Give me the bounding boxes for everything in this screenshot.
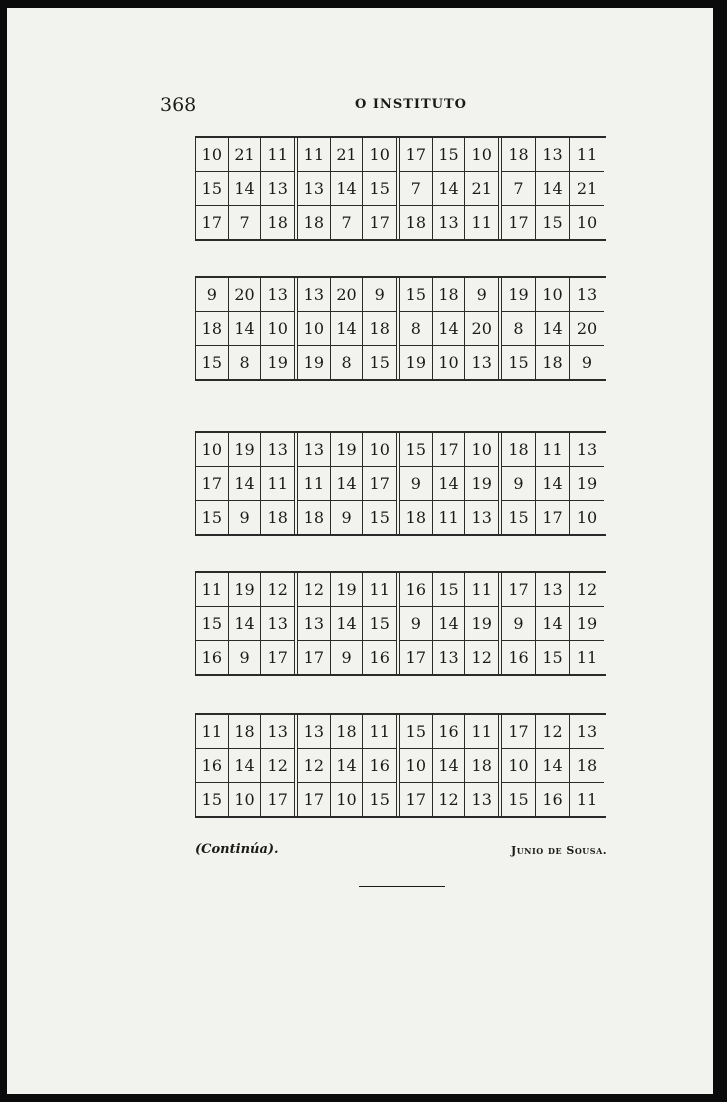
square-cell: 18	[400, 501, 433, 534]
square-cell: 14	[536, 467, 570, 500]
square-group	[298, 715, 400, 816]
square-group	[298, 573, 400, 674]
square-cell: 8	[502, 312, 536, 345]
square-cell: 14	[331, 312, 364, 345]
square-cell: 10	[298, 312, 331, 345]
square-cell: 18	[369, 319, 390, 338]
square-cell: 10	[471, 440, 492, 459]
square-cell: 15	[400, 715, 433, 748]
square-row	[400, 346, 498, 379]
square-cell: 13	[267, 285, 288, 304]
square-cell: 18	[267, 213, 288, 232]
square-block	[195, 136, 606, 241]
square-cell: 19	[400, 346, 433, 379]
square-row	[196, 467, 294, 501]
square-cell: 18	[502, 433, 536, 466]
square-row	[400, 278, 498, 312]
square-row	[400, 467, 498, 501]
square-cell: 17	[400, 641, 433, 674]
author-signature: Junio de Sousa.	[511, 844, 608, 857]
square-row	[502, 749, 604, 783]
square-cell: 18	[576, 756, 598, 775]
document-page	[7, 8, 713, 1094]
square-cell: 15	[502, 346, 536, 379]
square-cell: 13	[267, 440, 288, 459]
square-cell: 19	[267, 353, 288, 372]
square-row	[400, 172, 498, 206]
square-cell: 16	[400, 573, 433, 606]
square-cell: 11	[196, 573, 229, 606]
square-cell: 14	[229, 607, 262, 640]
square-cell: 11	[267, 145, 288, 164]
square-cell: 15	[502, 783, 536, 816]
square-row	[298, 278, 396, 312]
square-cell: 20	[576, 319, 598, 338]
square-cell: 19	[331, 573, 364, 606]
square-cell: 9	[229, 641, 262, 674]
square-cell: 9	[331, 501, 364, 534]
square-cell: 9	[400, 607, 433, 640]
square-cell: 15	[400, 433, 433, 466]
square-row	[298, 467, 396, 501]
square-cell: 10	[369, 440, 390, 459]
square-cell: 14	[433, 172, 466, 205]
square-group	[502, 278, 604, 379]
square-row	[196, 312, 294, 346]
square-row	[298, 573, 396, 607]
square-row	[298, 172, 396, 206]
square-cell: 15	[369, 179, 390, 198]
square-cell: 14	[433, 312, 466, 345]
square-row	[196, 206, 294, 239]
square-cell: 19	[576, 474, 598, 493]
square-cell: 9	[502, 607, 536, 640]
square-cell: 10	[196, 138, 229, 171]
square-cell: 19	[471, 474, 492, 493]
square-cell: 16	[433, 715, 466, 748]
square-cell: 11	[576, 648, 598, 667]
square-cell: 17	[196, 206, 229, 239]
square-cell: 10	[400, 749, 433, 782]
square-cell: 17	[502, 573, 536, 606]
square-group	[400, 138, 502, 239]
square-cell: 10	[471, 145, 492, 164]
square-cell: 19	[229, 573, 262, 606]
square-cell: 14	[433, 607, 466, 640]
square-cell: 7	[502, 172, 536, 205]
page-number: 368	[160, 94, 197, 116]
square-row	[400, 607, 498, 641]
square-cell: 20	[229, 278, 262, 311]
square-group	[502, 715, 604, 816]
square-cell: 12	[471, 648, 492, 667]
square-cell: 16	[502, 641, 536, 674]
square-row	[502, 573, 604, 607]
square-cell: 13	[433, 206, 466, 239]
square-cell: 9	[502, 467, 536, 500]
square-cell: 11	[471, 722, 492, 741]
square-cell: 18	[502, 138, 536, 171]
square-group	[196, 278, 298, 379]
square-row	[502, 715, 604, 749]
square-cell: 17	[502, 206, 536, 239]
square-row	[502, 433, 604, 467]
square-cell: 10	[267, 319, 288, 338]
square-cell: 8	[229, 346, 262, 379]
square-row	[196, 783, 294, 816]
square-row	[502, 641, 604, 674]
square-cell: 16	[369, 756, 390, 775]
square-cell: 10	[229, 783, 262, 816]
square-cell: 17	[536, 501, 570, 534]
square-cell: 10	[196, 433, 229, 466]
square-cell: 18	[471, 756, 492, 775]
square-cell: 15	[369, 353, 390, 372]
square-cell: 12	[536, 715, 570, 748]
square-cell: 13	[433, 641, 466, 674]
square-row	[298, 783, 396, 816]
square-cell: 15	[536, 206, 570, 239]
square-cell: 13	[471, 353, 492, 372]
square-cell: 10	[331, 783, 364, 816]
square-cell: 15	[502, 501, 536, 534]
square-cell: 19	[502, 278, 536, 311]
square-cell: 18	[433, 278, 466, 311]
square-group	[502, 573, 604, 674]
square-group	[298, 138, 400, 239]
square-cell: 11	[196, 715, 229, 748]
square-cell: 7	[400, 172, 433, 205]
square-cell: 15	[196, 346, 229, 379]
square-row	[298, 433, 396, 467]
square-cell: 15	[536, 641, 570, 674]
square-cell: 12	[267, 580, 288, 599]
square-cell: 11	[536, 433, 570, 466]
square-group	[196, 138, 298, 239]
square-group	[196, 433, 298, 534]
square-cell: 17	[267, 790, 288, 809]
square-cell: 9	[400, 467, 433, 500]
square-cell: 14	[331, 607, 364, 640]
square-cell: 21	[331, 138, 364, 171]
square-cell: 9	[374, 285, 385, 304]
square-cell: 14	[331, 749, 364, 782]
square-cell: 16	[196, 641, 229, 674]
square-cell: 17	[298, 641, 331, 674]
page-footer	[7, 842, 713, 866]
square-cell: 18	[196, 312, 229, 345]
square-row	[400, 312, 498, 346]
square-row	[400, 433, 498, 467]
square-group	[502, 433, 604, 534]
square-cell: 16	[196, 749, 229, 782]
square-cell: 7	[229, 206, 262, 239]
square-cell: 12	[576, 580, 598, 599]
square-group	[400, 433, 502, 534]
square-cell: 15	[369, 508, 390, 527]
square-row	[400, 783, 498, 816]
square-row	[502, 501, 604, 534]
square-cell: 19	[471, 614, 492, 633]
page-header	[7, 94, 713, 118]
square-cell: 9	[581, 353, 593, 372]
square-cell: 13	[576, 440, 598, 459]
square-cell: 17	[267, 648, 288, 667]
square-cell: 21	[576, 179, 598, 198]
square-cell: 13	[471, 790, 492, 809]
square-cell: 16	[369, 648, 390, 667]
square-cell: 17	[196, 467, 229, 500]
square-cell: 15	[196, 783, 229, 816]
square-row	[502, 467, 604, 501]
square-row	[400, 641, 498, 674]
square-row	[196, 641, 294, 674]
square-cell: 18	[298, 501, 331, 534]
square-cell: 13	[267, 614, 288, 633]
square-group	[196, 715, 298, 816]
square-cell: 14	[433, 467, 466, 500]
square-row	[502, 607, 604, 641]
square-cell: 13	[298, 607, 331, 640]
square-cell: 15	[369, 614, 390, 633]
square-cell: 14	[536, 312, 570, 345]
square-group	[400, 278, 502, 379]
square-cell: 20	[331, 278, 364, 311]
square-cell: 10	[536, 278, 570, 311]
square-cell: 17	[400, 783, 433, 816]
square-cell: 8	[331, 346, 364, 379]
square-cell: 13	[536, 573, 570, 606]
square-cell: 14	[229, 172, 262, 205]
square-cell: 14	[229, 312, 262, 345]
square-row	[400, 206, 498, 239]
square-cell: 19	[229, 433, 262, 466]
square-row	[298, 312, 396, 346]
square-cell: 11	[471, 580, 492, 599]
square-cell: 19	[298, 346, 331, 379]
running-title: O INSTITUTO	[355, 97, 467, 112]
square-cell: 18	[536, 346, 570, 379]
square-row	[196, 573, 294, 607]
square-row	[298, 346, 396, 379]
square-cell: 17	[502, 715, 536, 748]
square-row	[502, 138, 604, 172]
square-block	[195, 431, 606, 536]
square-cell: 11	[576, 145, 598, 164]
square-row	[298, 138, 396, 172]
square-cell: 12	[267, 756, 288, 775]
square-cell: 13	[267, 722, 288, 741]
square-row	[502, 206, 604, 239]
square-cell: 14	[433, 749, 466, 782]
square-cell: 11	[433, 501, 466, 534]
square-cell: 19	[576, 614, 598, 633]
square-cell: 21	[471, 179, 492, 198]
end-rule	[359, 886, 445, 887]
square-cell: 10	[576, 213, 598, 232]
square-row	[298, 749, 396, 783]
square-cell: 11	[298, 138, 331, 171]
square-cell: 9	[229, 501, 262, 534]
square-cell: 14	[229, 749, 262, 782]
square-cell: 13	[298, 172, 331, 205]
square-row	[502, 278, 604, 312]
square-cell: 13	[298, 715, 331, 748]
square-cell: 13	[298, 278, 331, 311]
square-cell: 13	[576, 722, 598, 741]
square-row	[196, 172, 294, 206]
square-cell: 15	[196, 172, 229, 205]
square-cell: 13	[471, 508, 492, 527]
square-group	[298, 433, 400, 534]
square-block	[195, 571, 606, 676]
square-cell: 11	[471, 213, 492, 232]
square-cell: 18	[298, 206, 331, 239]
square-row	[196, 278, 294, 312]
square-cell: 18	[229, 715, 262, 748]
square-cell: 14	[536, 607, 570, 640]
square-cell: 15	[196, 607, 229, 640]
square-row	[196, 138, 294, 172]
square-cell: 8	[400, 312, 433, 345]
square-cell: 17	[369, 213, 390, 232]
square-cell: 14	[331, 172, 364, 205]
square-row	[400, 715, 498, 749]
square-cell: 10	[502, 749, 536, 782]
square-group	[196, 573, 298, 674]
square-block	[195, 713, 606, 818]
square-cell: 11	[298, 467, 331, 500]
square-cell: 12	[298, 749, 331, 782]
square-cell: 10	[433, 346, 466, 379]
square-row	[502, 783, 604, 816]
square-cell: 17	[298, 783, 331, 816]
square-cell: 14	[536, 749, 570, 782]
square-cell: 14	[331, 467, 364, 500]
square-cell: 18	[267, 508, 288, 527]
continua-note: (Continúa).	[195, 842, 279, 857]
square-row	[298, 206, 396, 239]
square-cell: 11	[369, 722, 390, 741]
square-cell: 19	[331, 433, 364, 466]
square-group	[502, 138, 604, 239]
square-cell: 15	[433, 138, 466, 171]
square-row	[502, 312, 604, 346]
square-cell: 14	[536, 172, 570, 205]
square-cell: 21	[229, 138, 262, 171]
square-cell: 13	[298, 433, 331, 466]
square-row	[196, 749, 294, 783]
square-cell: 17	[433, 433, 466, 466]
square-cell: 15	[433, 573, 466, 606]
square-cell: 13	[267, 179, 288, 198]
square-cell: 15	[400, 278, 433, 311]
square-cell: 13	[536, 138, 570, 171]
square-row	[400, 138, 498, 172]
square-row	[298, 641, 396, 674]
square-cell: 12	[298, 573, 331, 606]
square-row	[298, 607, 396, 641]
square-row	[196, 607, 294, 641]
square-cell: 11	[267, 474, 288, 493]
square-cell: 11	[576, 790, 598, 809]
square-cell: 20	[471, 319, 492, 338]
square-cell: 15	[369, 790, 390, 809]
square-group	[400, 715, 502, 816]
square-cell: 15	[196, 501, 229, 534]
square-cell: 9	[196, 278, 229, 311]
square-cell: 13	[576, 285, 598, 304]
square-group	[400, 573, 502, 674]
square-row	[400, 501, 498, 534]
square-row	[502, 172, 604, 206]
square-cell: 10	[369, 145, 390, 164]
square-group	[298, 278, 400, 379]
square-row	[196, 501, 294, 534]
square-row	[196, 346, 294, 379]
square-cell: 10	[576, 508, 598, 527]
square-row	[298, 715, 396, 749]
square-row	[298, 501, 396, 534]
square-cell: 9	[476, 285, 487, 304]
square-cell: 14	[229, 467, 262, 500]
square-row	[400, 573, 498, 607]
square-row	[502, 346, 604, 379]
square-cell: 11	[369, 580, 390, 599]
square-cell: 18	[331, 715, 364, 748]
square-cell: 12	[433, 783, 466, 816]
square-cell: 17	[369, 474, 390, 493]
square-row	[196, 433, 294, 467]
square-cell: 18	[400, 206, 433, 239]
square-cell: 9	[331, 641, 364, 674]
square-row	[400, 749, 498, 783]
square-cell: 7	[331, 206, 364, 239]
square-block	[195, 276, 606, 381]
square-cell: 16	[536, 783, 570, 816]
square-row	[196, 715, 294, 749]
square-cell: 17	[400, 138, 433, 171]
